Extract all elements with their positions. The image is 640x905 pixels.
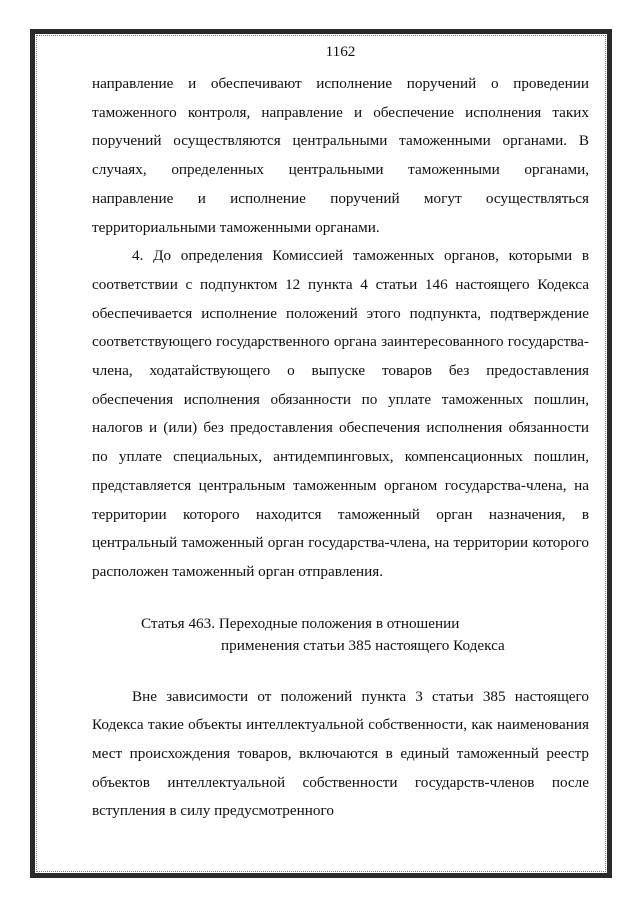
- page-frame: [30, 29, 612, 878]
- article-body-paragraph: Вне зависимости от положений пункта 3 статьи 385 настоящего Кодекса такие объекты интеллектуальной собственности, как наименования мест происхождения товаров, включаются в единый таможенный реестр объектов интеллектуальной собственности государств-членов после вступления в силу предусмотренного: [92, 687, 589, 820]
- page-content: [92, 42, 589, 826]
- article-heading-line-2: применения статьи 385 настоящего Кодекса: [221, 636, 505, 654]
- paragraph-continuation: направление и обеспечивают исполнение поручений о проведении таможенного контроля, направление и обеспечение исполнения таких поручений осуществляются центральными таможенными органами. В случаях, определенных центральными таможенными органами, направление и исполнение поручений могут осуществляться территориальными таможенными органами.: [92, 75, 589, 236]
- article-heading-line-1: Статья 463. Переходные положения в отношении: [141, 614, 460, 632]
- article-heading: [92, 613, 589, 657]
- page-number: 1162: [325, 43, 356, 60]
- paragraph-item-4: 4. До определения Комиссией таможенных органов, которыми в соответствии с подпунктом 12 пункта 4 статьи 146 настоящего Кодекса обеспечивается исполнение положений этого подпункта, подтверждение соответствующего государственного органа заинтересованного государства-члена, ходатайствующего о выпуске товаров без предоставления обеспечения исполнения обязанности по уплате таможенных пошлин, налогов и (или) без предоставления обеспечения исполнения обязанности по уплате специальных, антидемпинговых, компенсационных пошлин, представляется центральным таможенным органом государства-члена, на территории которого находится таможенный орган назначения, в центральный таможенный орган государства-члена, на территории которого расположен таможенный орган отправления.: [92, 247, 589, 580]
